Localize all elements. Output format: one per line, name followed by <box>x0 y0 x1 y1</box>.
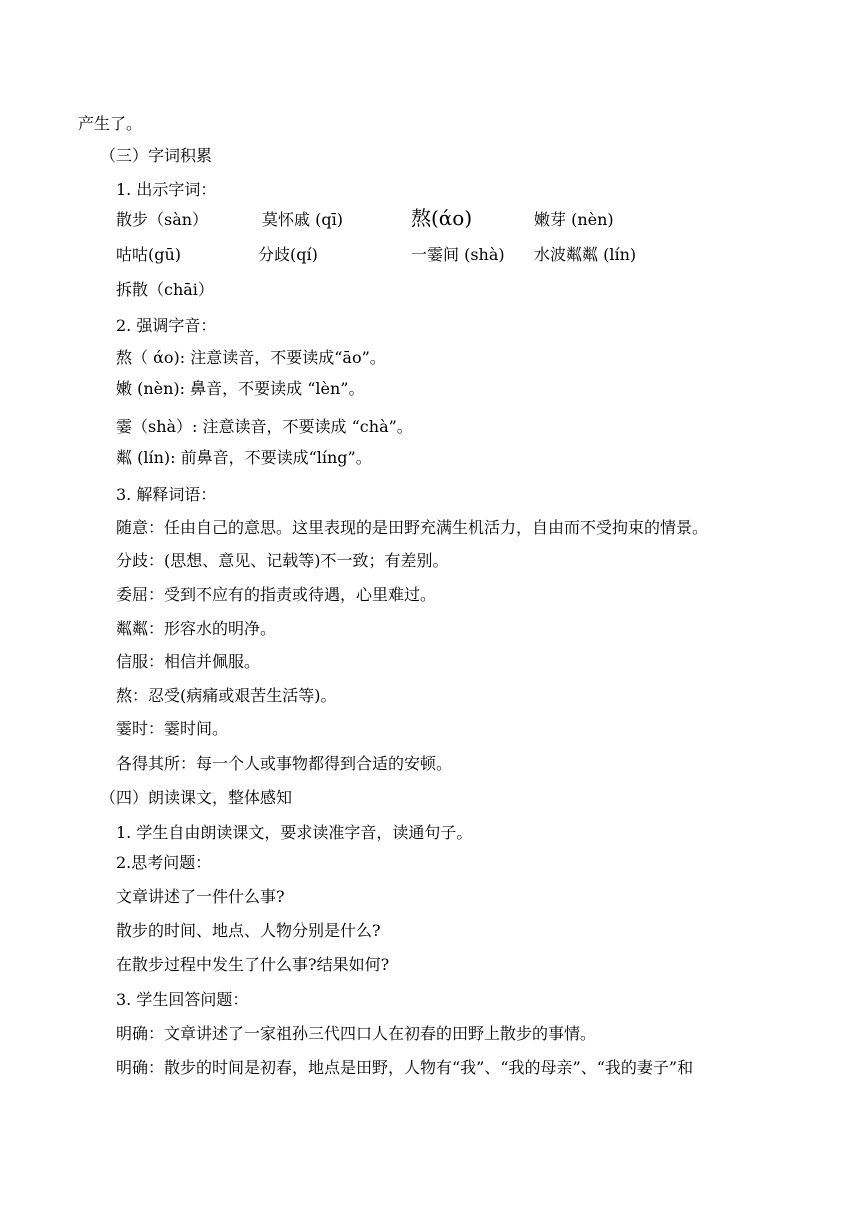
definition-line: 霎时：霎时间。 <box>116 719 229 738</box>
definition-line: 委屈：受到不应有的指责或待遇，心里难过。 <box>116 585 437 604</box>
step-3-label: 3. 解释词语： <box>116 485 217 504</box>
step-2-label: 2. 强调字音： <box>116 316 217 335</box>
question-line: 散步的时间、地点、人物分别是什么? <box>116 921 381 940</box>
word-item: 熬(άo) <box>411 206 473 230</box>
word-item: 拆散（chāi） <box>116 280 214 299</box>
emphasis-line: 嫩 (nèn): 鼻音，不要读成 “lèn”。 <box>116 379 365 398</box>
definition-line: 各得其所：每一个人或事物都得到合适的安顿。 <box>116 754 453 773</box>
word-item: 一霎间 (shà) <box>411 245 505 264</box>
answer-line: 明确：散步的时间是初春，地点是田野，人物有“我”、“我的母亲”、“我的妻子”和 <box>116 1058 694 1077</box>
definition-line: 信服：相信并佩服。 <box>116 652 261 671</box>
word-item: 咕咕(gū) <box>116 245 182 264</box>
word-item: 嫩芽 (nèn) <box>534 210 614 229</box>
definition-line: 熬：忍受(病痛或艰苦生活等)。 <box>116 686 337 705</box>
word-item: 散步（sàn） <box>116 210 209 229</box>
answer-line: 明确：文章讲述了一家祖孙三代四口人在初春的田野上散步的事情。 <box>116 1024 597 1043</box>
step-3-label: 3. 学生回答问题： <box>116 990 249 1009</box>
question-line: 在散步过程中发生了什么事?结果如何? <box>116 955 390 974</box>
definition-line: 粼粼：形容水的明净。 <box>116 619 277 638</box>
word-item: 莫怀戚 (qī) <box>262 210 343 229</box>
word-item: 分歧(qí) <box>258 245 318 264</box>
section-3-heading: （三）字词积累 <box>100 146 213 165</box>
step-1-label: 1. 学生自由朗读课文，要求读准字音，读通句子。 <box>116 823 473 842</box>
step-1-label: 1. 出示字词： <box>116 180 217 199</box>
emphasis-line: 霎（shà）: 注意读音，不要读成 “chà”。 <box>116 417 413 436</box>
emphasis-line: 熬（ άo): 注意读音，不要读成“āo”。 <box>116 348 386 367</box>
section-4-heading: （四）朗读课文，整体感知 <box>100 788 293 807</box>
definition-line: 分歧：(思想、意见、记载等)不一致；有差别。 <box>116 551 449 570</box>
question-line: 文章讲述了一件什么事? <box>116 887 285 906</box>
definition-line: 随意：任由自己的意思。这里表现的是田野充满生机活力，自由而不受拘束的情景。 <box>116 518 709 537</box>
emphasis-line: 粼 (lín): 前鼻音，不要读成“líng”。 <box>116 448 372 467</box>
step-2-label: 2.思考问题： <box>116 853 212 872</box>
intro-tail-text: 产生了。 <box>78 114 143 133</box>
word-item: 水波粼粼 (lín) <box>534 245 637 264</box>
